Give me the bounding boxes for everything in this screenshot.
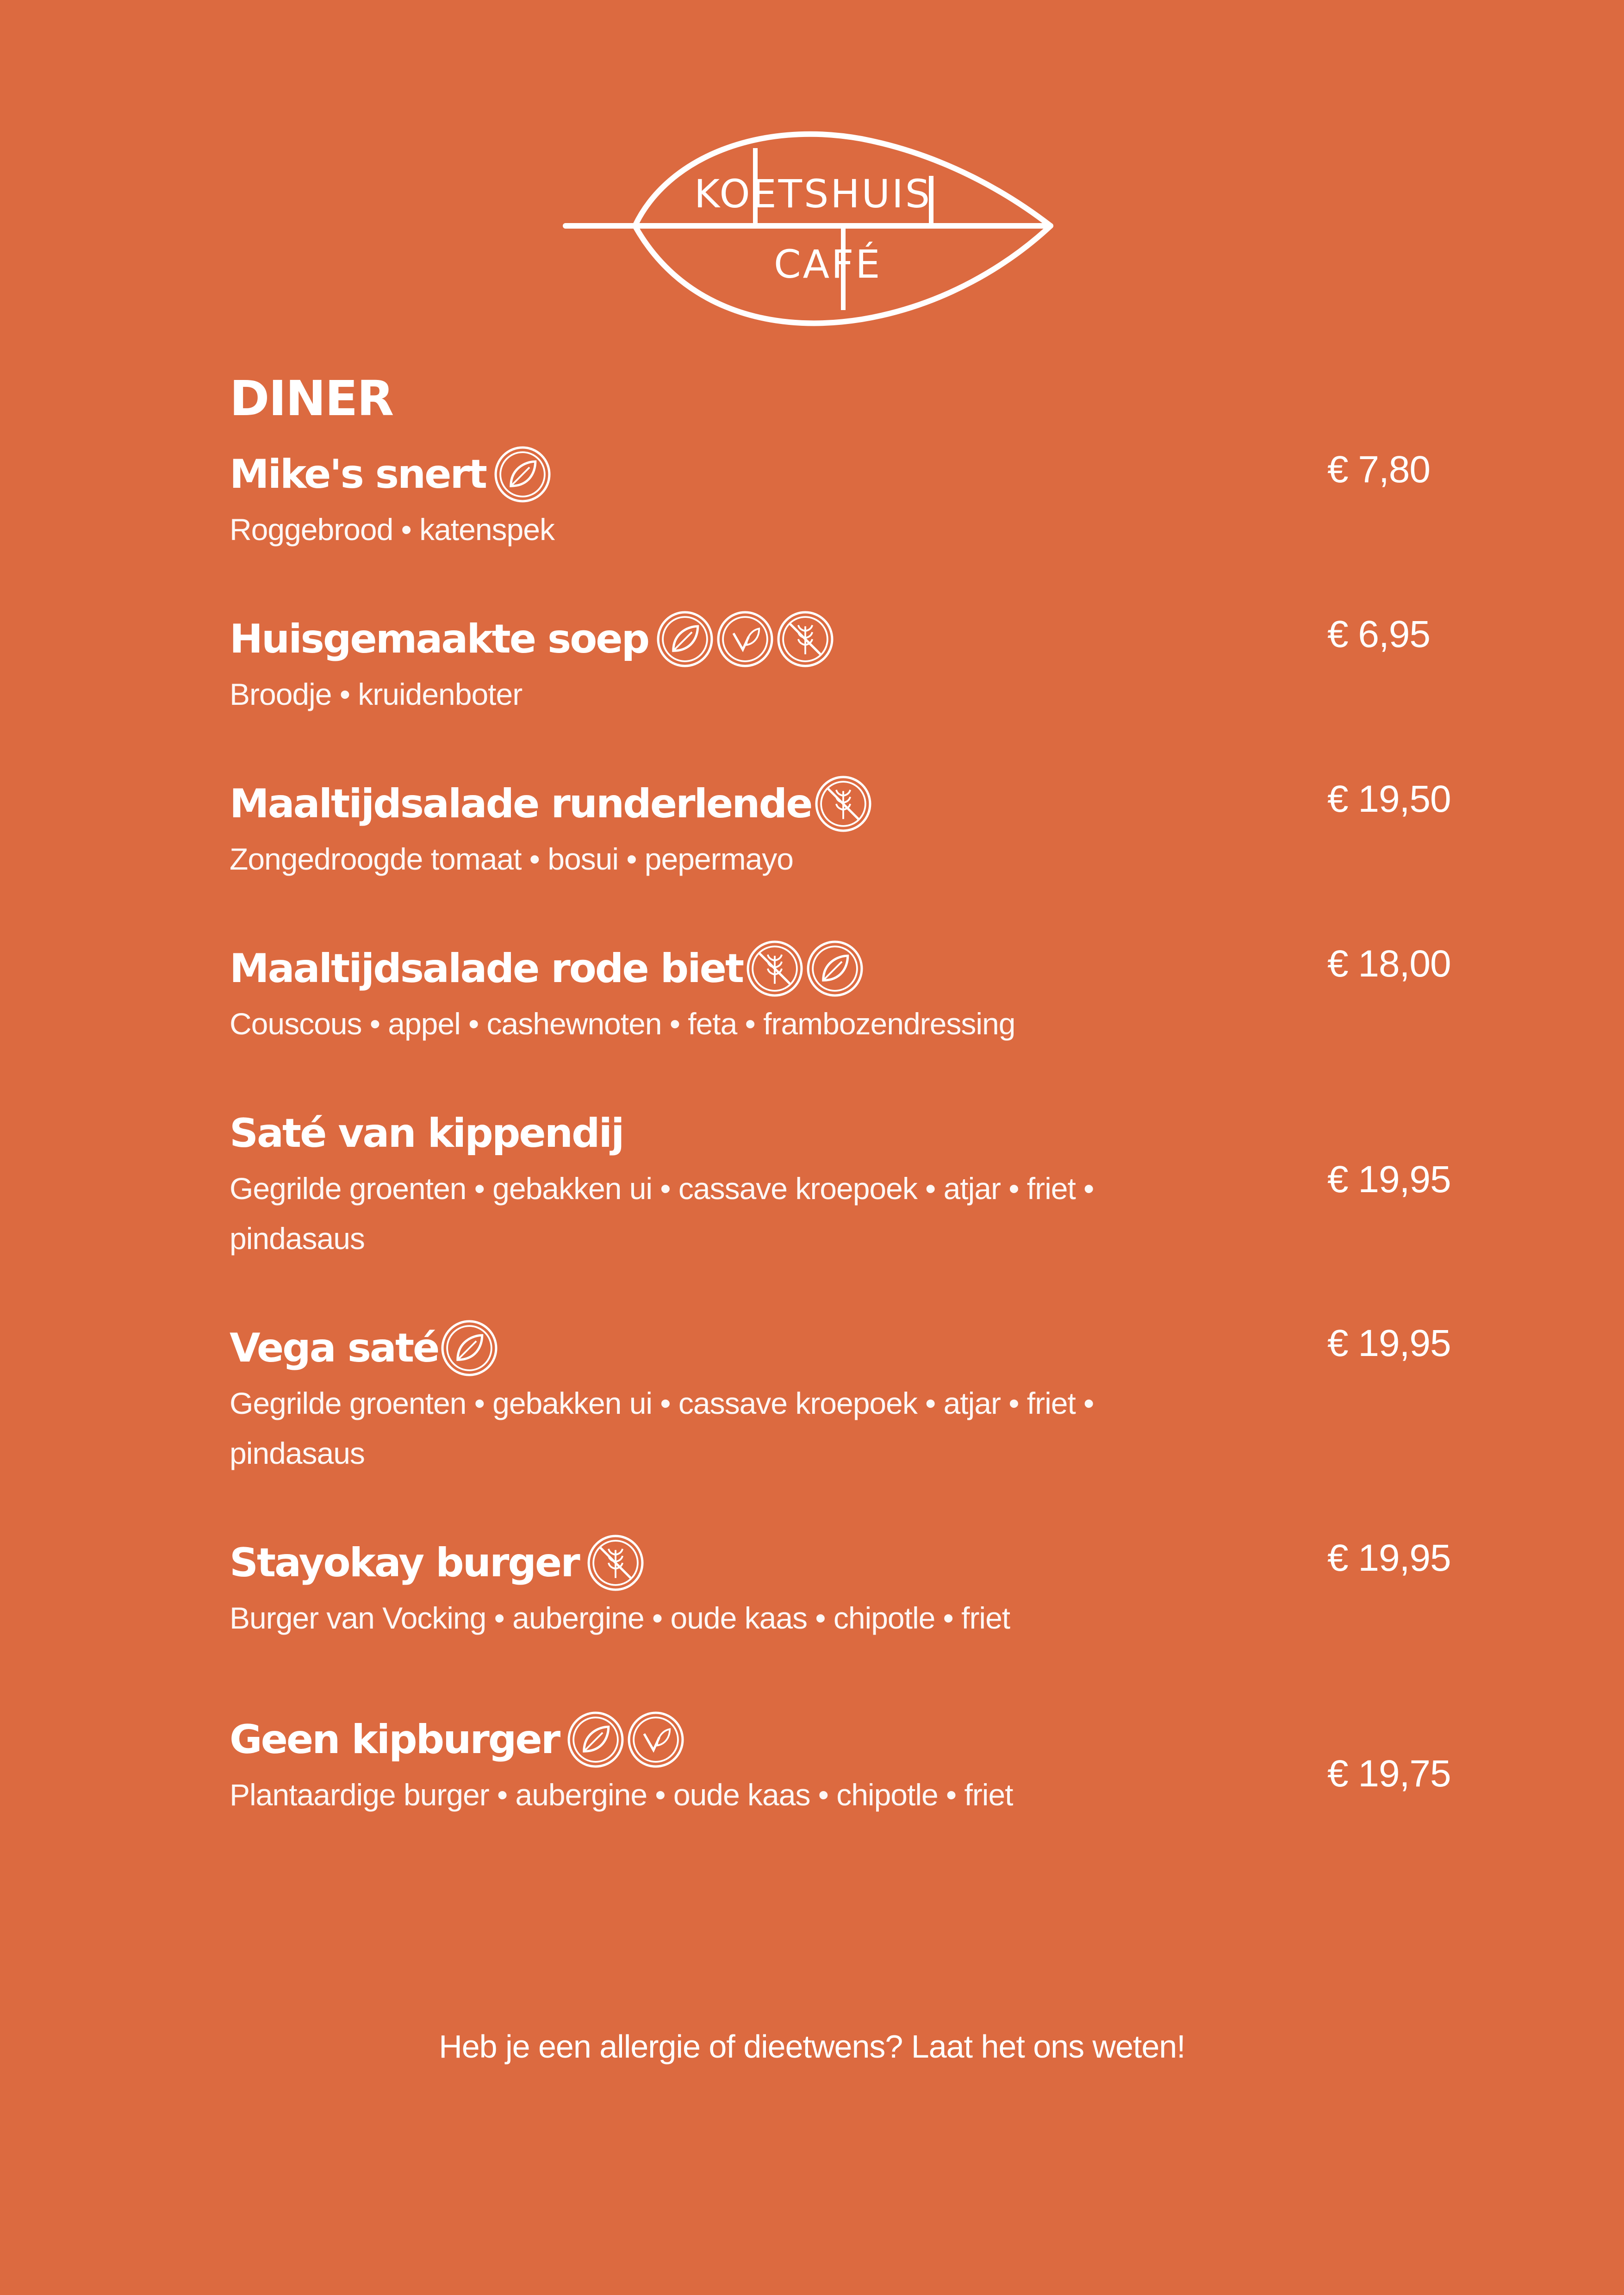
gluten-free-icon	[776, 610, 834, 668]
item-name: Mike's snert	[230, 451, 486, 498]
item-price: € 19,50	[1327, 778, 1451, 820]
item-price: € 19,95	[1327, 1537, 1451, 1579]
item-name: Maaltijdsalade runderlende	[230, 781, 812, 827]
gluten-free-icon	[814, 775, 872, 833]
item-name: Huisgemaakte soep	[230, 616, 649, 662]
item-name: Maaltijdsalade rode biet	[230, 945, 743, 992]
vegetarian-leaf-icon	[440, 1319, 498, 1377]
item-name: Saté van kippendij	[230, 1110, 623, 1157]
item-description: Broodje • kruidenboter	[230, 677, 523, 711]
logo-line2: CAFÉ	[774, 242, 882, 287]
item-description: Burger van Vocking • aubergine • oude kaas • chipotle • friet	[230, 1601, 1010, 1635]
item-name: Stayokay burger	[230, 1540, 579, 1586]
item-price: € 19,95	[1327, 1322, 1451, 1364]
item-description: Zongedroogde tomaat • bosui • pepermayo	[230, 842, 793, 876]
vegetarian-leaf-icon	[493, 445, 552, 504]
item-description: Gegrilde groenten • gebakken ui • cassave kroepoek • atjar • friet • pindasaus	[230, 1386, 1094, 1470]
item-description: Couscous • appel • cashewnoten • feta • frambozendressing	[230, 1007, 1015, 1041]
item-name: Vega saté	[230, 1325, 439, 1371]
vegetarian-leaf-icon	[656, 610, 714, 668]
leaf-logo-icon	[566, 125, 1054, 329]
section-title: DINER	[230, 370, 393, 427]
item-price: € 7,80	[1327, 448, 1430, 491]
vegetarian-leaf-icon	[806, 939, 864, 998]
vegan-v-icon	[716, 610, 774, 668]
item-price: € 18,00	[1327, 943, 1451, 985]
vegetarian-leaf-icon	[566, 1710, 625, 1769]
item-name: Geen kipburger	[230, 1717, 560, 1763]
item-description: Plantaardige burger • aubergine • oude kaas • chipotle • friet	[230, 1778, 1013, 1812]
gluten-free-icon	[586, 1534, 645, 1592]
item-description: Roggebrood • katenspek	[230, 512, 554, 547]
logo-line1: KOETSHUIS	[694, 171, 932, 217]
item-description: Gegrilde groenten • gebakken ui • cassave kroepoek • atjar • friet • pindasaus	[230, 1171, 1094, 1256]
vegan-v-icon	[627, 1710, 685, 1769]
item-price: € 19,95	[1327, 1158, 1451, 1200]
gluten-free-icon	[746, 939, 804, 998]
item-price: € 6,95	[1327, 613, 1430, 655]
koetshuis-cafe-logo	[566, 125, 1054, 329]
item-price: € 19,75	[1327, 1753, 1451, 1795]
allergy-note: Heb je een allergie of dieetwens? Laat het ons weten!	[439, 2028, 1185, 2065]
